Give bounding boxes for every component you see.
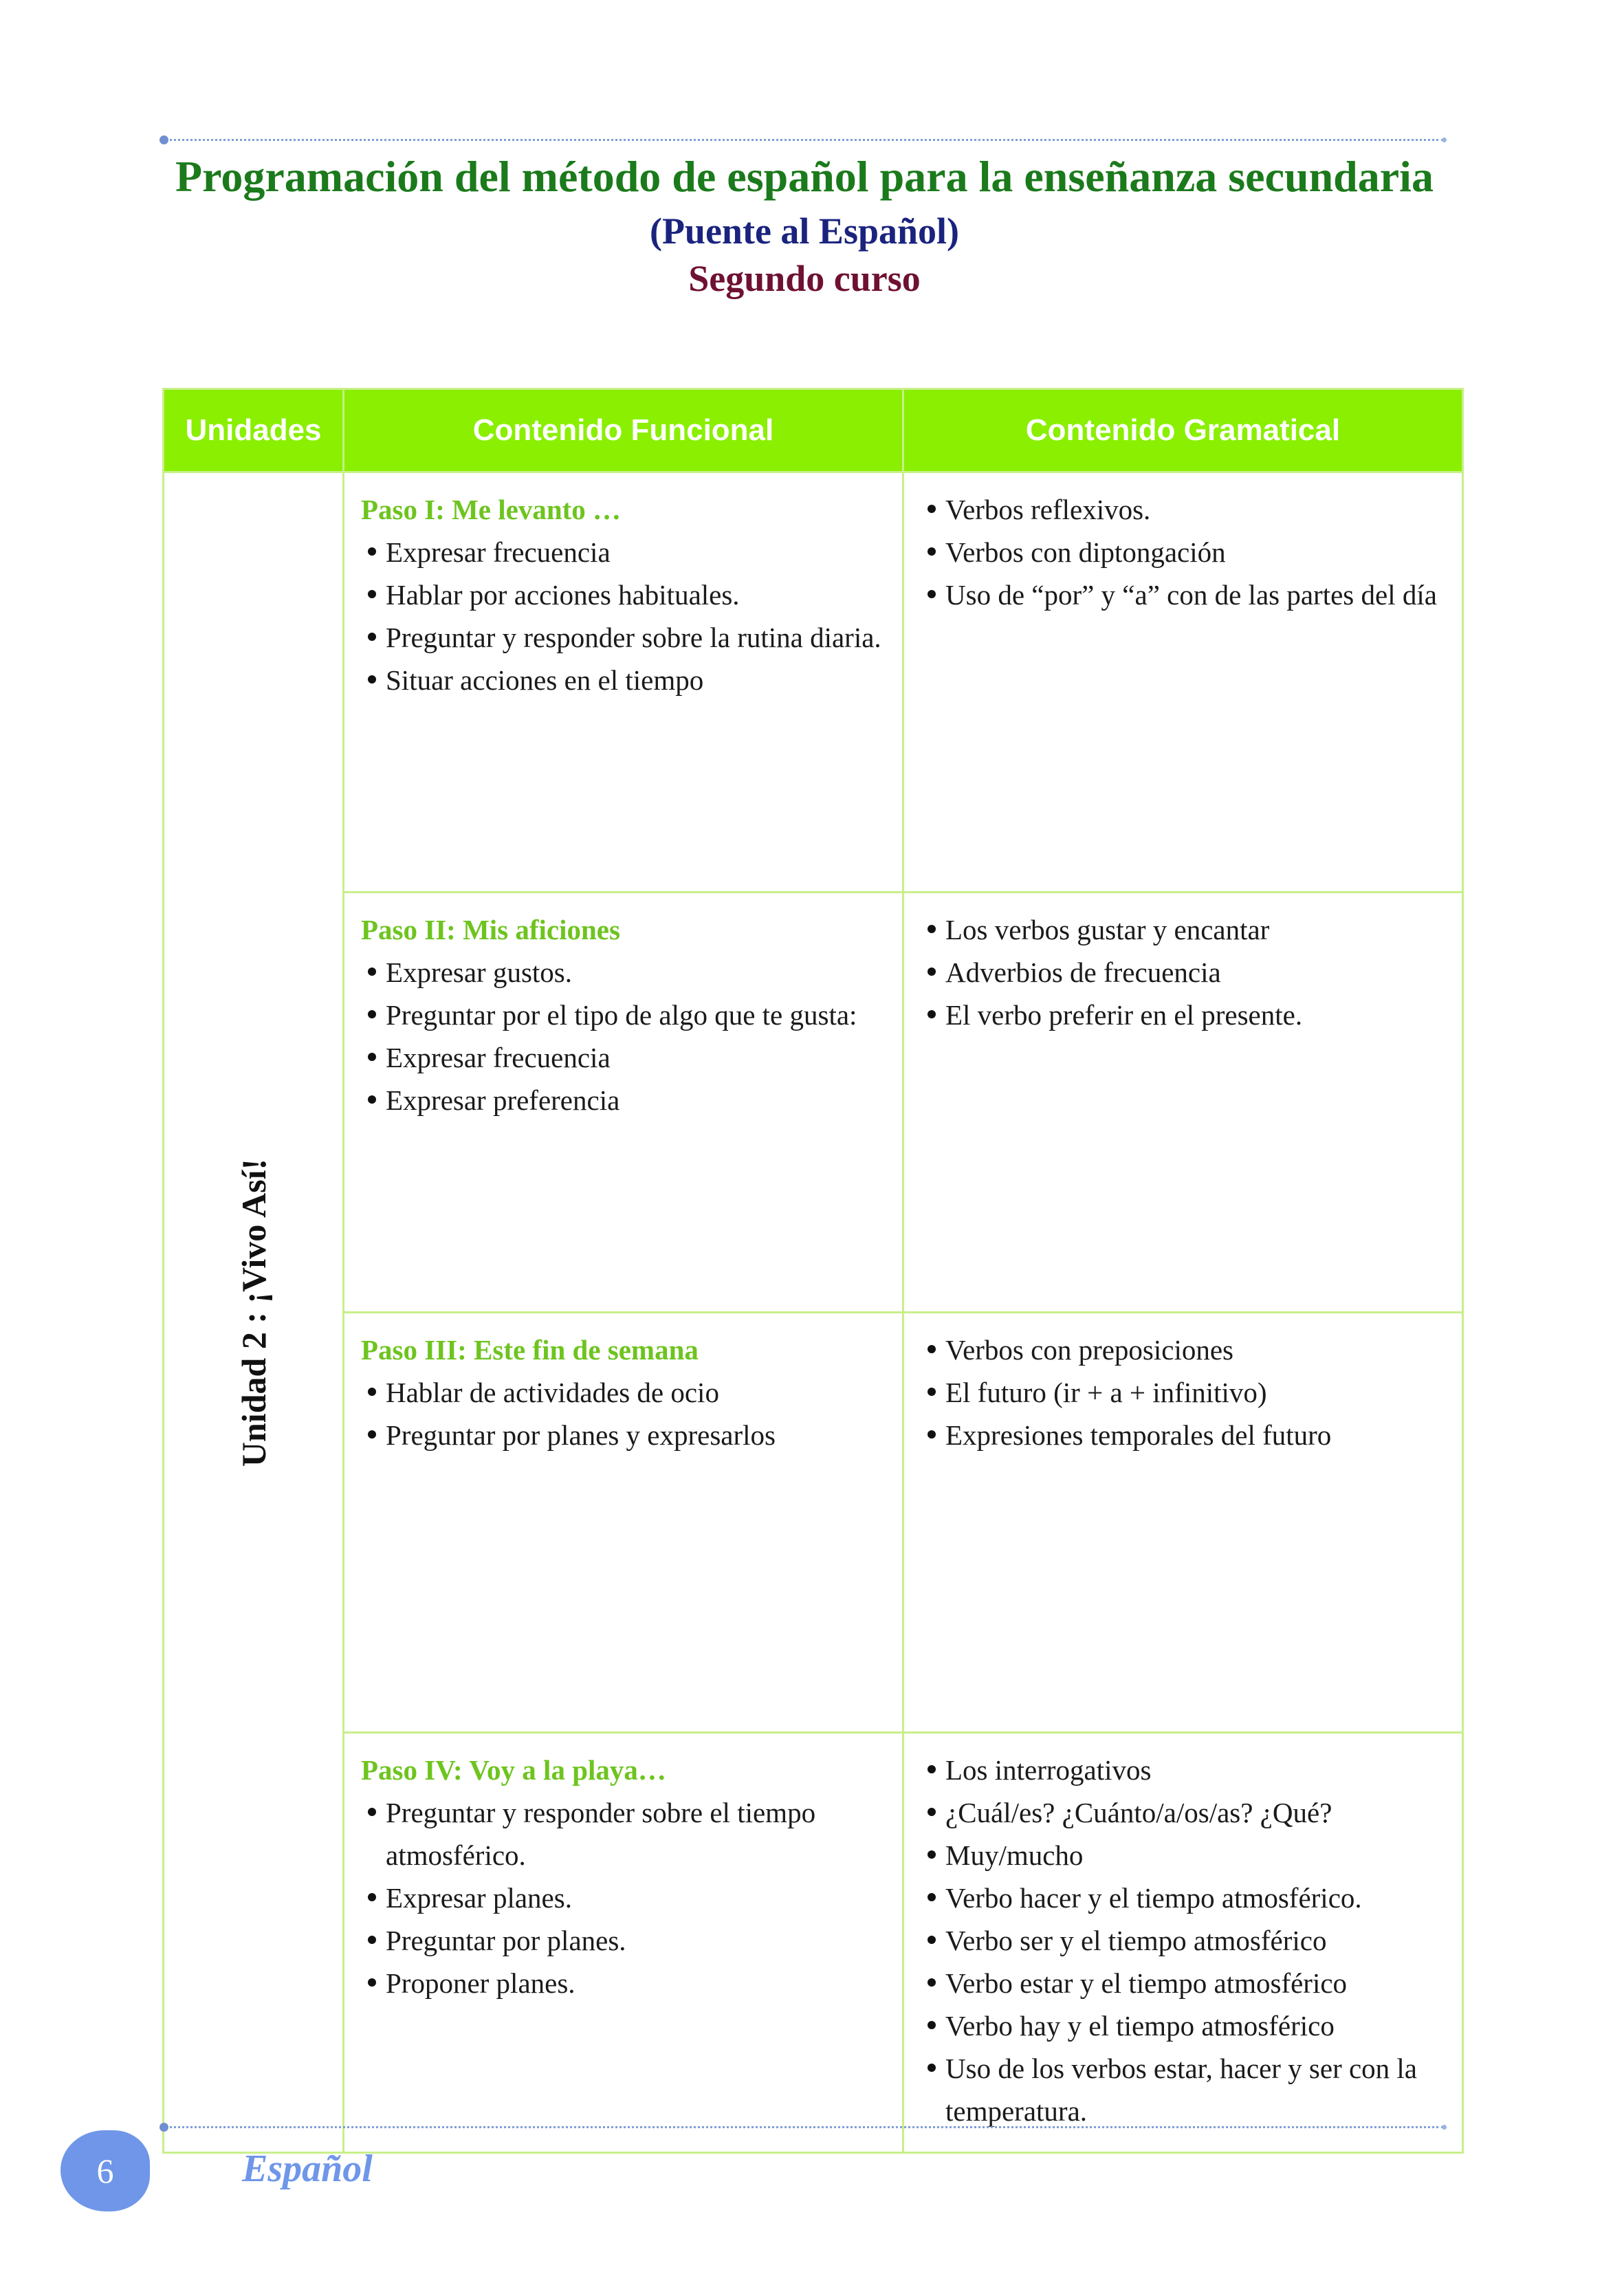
page-subtitle: (Puente al Español): [649, 210, 960, 252]
grammatical-cell: [903, 472, 1463, 893]
grammatical-list: [921, 488, 1445, 616]
grammatical-cell: [903, 893, 1463, 1313]
list-item: Verbo hacer y el tiempo atmosférico.: [921, 1877, 1445, 1919]
list-item: Expresiones temporales del futuro: [921, 1414, 1445, 1456]
table-row: [164, 1313, 1463, 1733]
table-row: [164, 472, 1463, 893]
list-item: El verbo preferir en el presente.: [921, 994, 1445, 1036]
list-item: Los interrogativos: [921, 1749, 1445, 1791]
list-item: Hablar por acciones habituales.: [361, 573, 886, 616]
list-item: Verbos con diptongación: [921, 531, 1445, 573]
course-label: Segundo curso: [688, 258, 921, 299]
unit-label: Unidad 2 : ¡Vivo Así!: [234, 1158, 273, 1467]
page-number-badge: [61, 2130, 150, 2211]
functional-cell: [344, 472, 903, 893]
list-item: ¿Cuál/es? ¿Cuánto/a/os/as? ¿Qué?: [921, 1791, 1445, 1834]
paso-title: Paso I: Me levanto …: [361, 494, 622, 525]
list-item: Expresar frecuencia: [361, 531, 886, 573]
list-item: Preguntar por el tipo de algo que te gusta:: [361, 994, 886, 1036]
table-header-row: [164, 389, 1463, 472]
list-item: Expresar gustos.: [361, 951, 886, 994]
list-item: Verbos con preposiciones: [921, 1329, 1445, 1371]
grammatical-list: [921, 1329, 1445, 1456]
grammatical-list: [921, 1749, 1445, 2132]
paso-title: Paso III: Este fin de semana: [361, 1334, 699, 1366]
bottom-divider: [165, 2126, 1444, 2128]
list-item: Uso de los verbos estar, hacer y ser con la temperatura.: [921, 2047, 1445, 2132]
functional-list: [361, 531, 886, 701]
header-grammatical: Contenido Gramatical: [903, 389, 1463, 472]
list-item: Verbo ser y el tiempo atmosférico: [921, 1919, 1445, 1962]
list-item: El futuro (ir + a + infinitivo): [921, 1371, 1445, 1414]
list-item: Expresar frecuencia: [361, 1036, 886, 1079]
list-item: Preguntar por planes.: [361, 1919, 886, 1962]
table-row: [164, 893, 1463, 1313]
page-number: 6: [96, 2152, 114, 2190]
table-row: [164, 1733, 1463, 2153]
grammatical-list: [921, 908, 1445, 1036]
functional-list: [361, 1371, 886, 1456]
title-block: [165, 150, 1444, 303]
list-item: Verbo estar y el tiempo atmosférico: [921, 1962, 1445, 2004]
list-item: Preguntar y responder sobre el tiempo atmosférico.: [361, 1791, 886, 1877]
grammatical-cell: [903, 1733, 1463, 2153]
functional-cell: [344, 893, 903, 1313]
grammatical-cell: [903, 1313, 1463, 1733]
header-units: Unidades: [164, 389, 344, 472]
list-item: Los verbos gustar y encantar: [921, 908, 1445, 951]
list-item: Situar acciones en el tiempo: [361, 659, 886, 701]
list-item: Proponer planes.: [361, 1962, 886, 2004]
functional-cell: [344, 1313, 903, 1733]
paso-title: Paso II: Mis aficiones: [361, 914, 620, 945]
list-item: Preguntar y responder sobre la rutina diaria.: [361, 616, 886, 659]
list-item: Adverbios de frecuencia: [921, 951, 1445, 994]
list-item: Muy/mucho: [921, 1834, 1445, 1877]
list-item: Preguntar por planes y expresarlos: [361, 1414, 886, 1456]
list-item: Expresar planes.: [361, 1877, 886, 1919]
list-item: Hablar de actividades de ocio: [361, 1371, 886, 1414]
list-item: Verbo hay y el tiempo atmosférico: [921, 2004, 1445, 2047]
program-table: [162, 388, 1464, 2154]
functional-list: [361, 1791, 886, 2004]
footer-label: Español: [242, 2147, 373, 2190]
header-functional: Contenido Funcional: [344, 389, 903, 472]
list-item: Expresar preferencia: [361, 1079, 886, 1122]
top-divider: [165, 139, 1444, 141]
unit-cell: [164, 472, 344, 2153]
list-item: Uso de “por” y “a” con de las partes del día: [921, 573, 1445, 616]
paso-title: Paso IV: Voy a la playa…: [361, 1754, 666, 1786]
functional-cell: [344, 1733, 903, 2153]
functional-list: [361, 951, 886, 1122]
page-title: Programación del método de español para la enseñanza secundaria: [175, 152, 1434, 201]
list-item: Verbos reflexivos.: [921, 488, 1445, 531]
